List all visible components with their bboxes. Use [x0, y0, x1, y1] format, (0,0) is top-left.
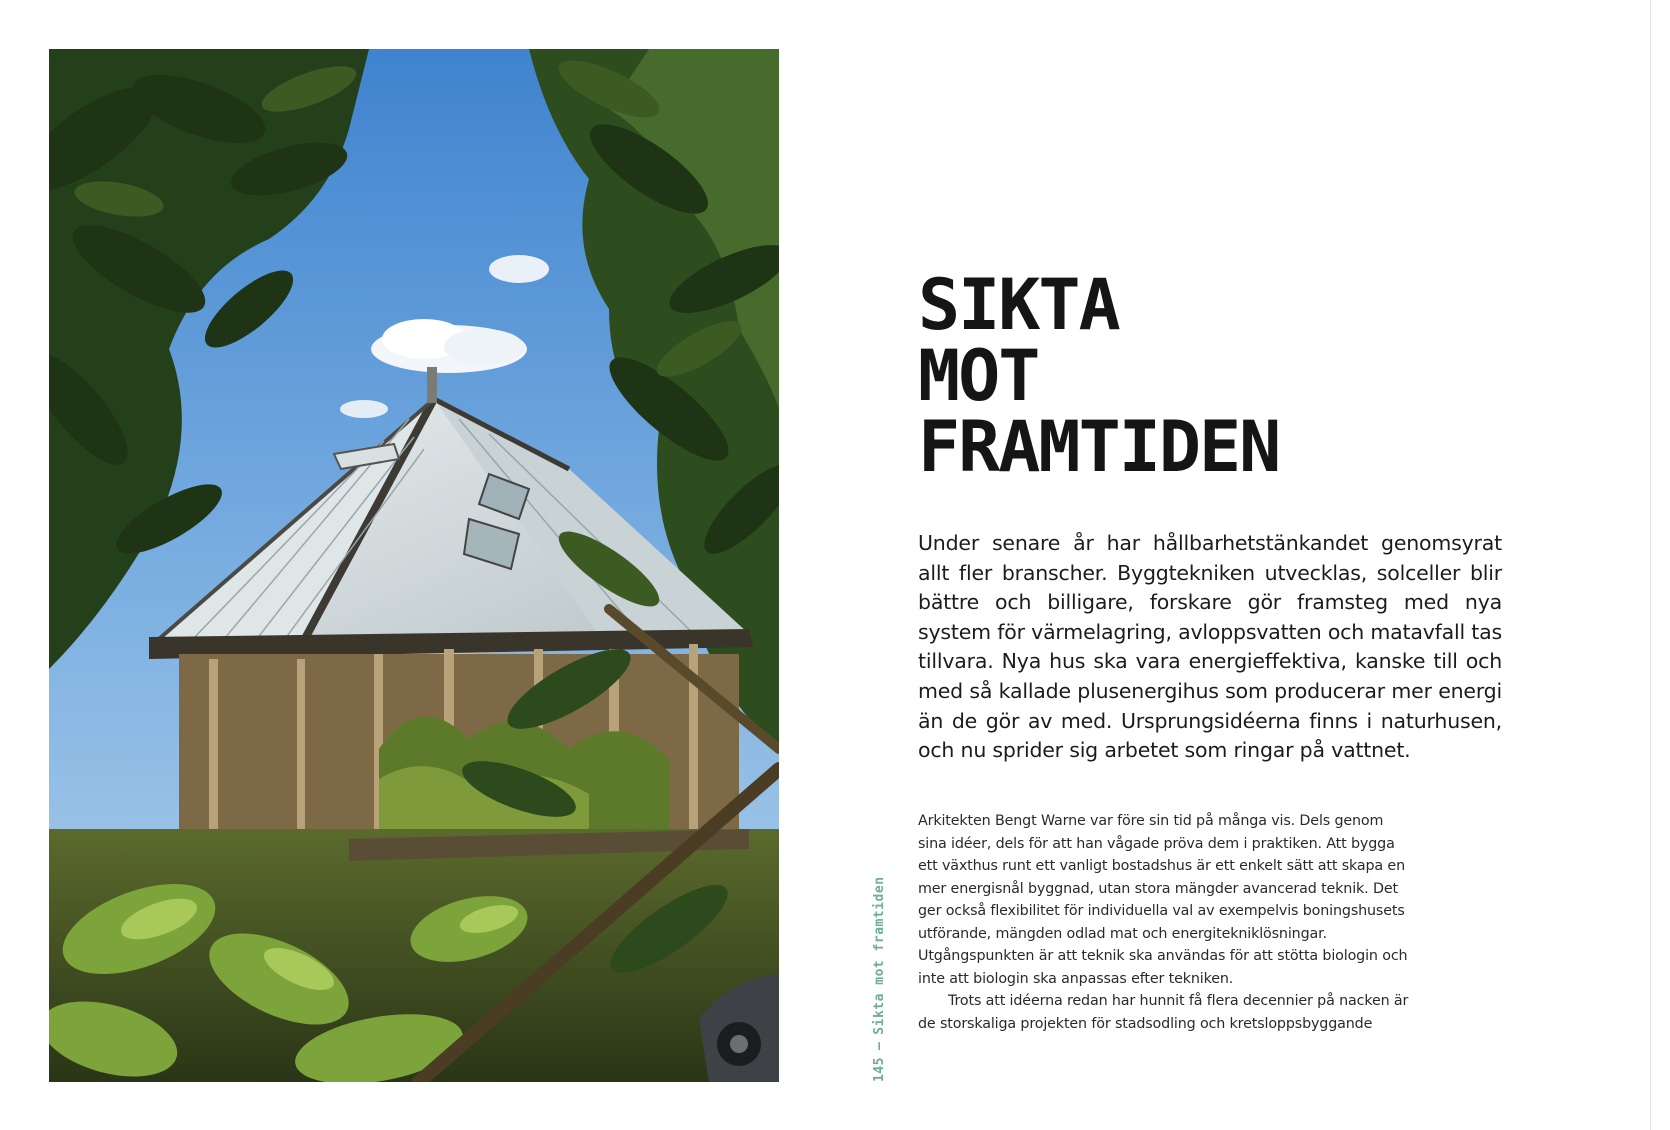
body-paragraph-2: Trots att idéerna redan har hunnit få flera decennier på nacken är de storskaliga projekten för stadsodling och kretsloppsbyggande: [918, 993, 1409, 1032]
chapter-headline: [918, 264, 1538, 488]
running-title: Sikta mot framtiden: [872, 876, 887, 1035]
folio-separator: —: [872, 1041, 887, 1051]
body-text: [918, 810, 1412, 1035]
lead-paragraph: Under senare år har hållbarhetstänkandet genomsyrat allt fler branscher. Byggtekniken utvecklas, solceller blir bättre och billigare, forskare gör framsteg med nya system för värmelagring, avloppsvatten och matavfall tas tillvara. Nya hus ska vara energieffektiva, kanske till och med så kallade plusenergihus som producerar mer energi än de gör av med. Ursprungsidéerna finns i naturhusen, och nu sprider sig arbetet som ringar på vattnet.: [918, 531, 1502, 763]
greenhouse-house-photo: [49, 49, 779, 1082]
headline-line-2: MOT: [918, 335, 1039, 417]
headline-line-1: SIKTA: [918, 264, 1119, 346]
page-edge-line: [1650, 0, 1651, 1130]
headline-line-3: FRAMTIDEN: [918, 406, 1280, 488]
body-paragraph-1: Arkitekten Bengt Warne var före sin tid på många vis. Dels genom sina idéer, dels för att han vågade pröva dem i praktiken. Att bygga ett växthus runt ett vanligt bostadshus är ett enkelt sätt att skapa en mer energisnål byggnad, utan stora mängder avancerad teknik. Det ger också flexibilitet för individuella val av exempelvis boningshusets utförande, mängden odlad mat och energitekniklösningar. Utgångspunkten är att teknik ska användas för att stötta biologin och inte att biologin ska anpassas efter tekniken.: [918, 813, 1408, 987]
folio: [872, 876, 887, 1082]
page-number: 145: [872, 1057, 887, 1082]
photo-illustration: [49, 49, 779, 1082]
